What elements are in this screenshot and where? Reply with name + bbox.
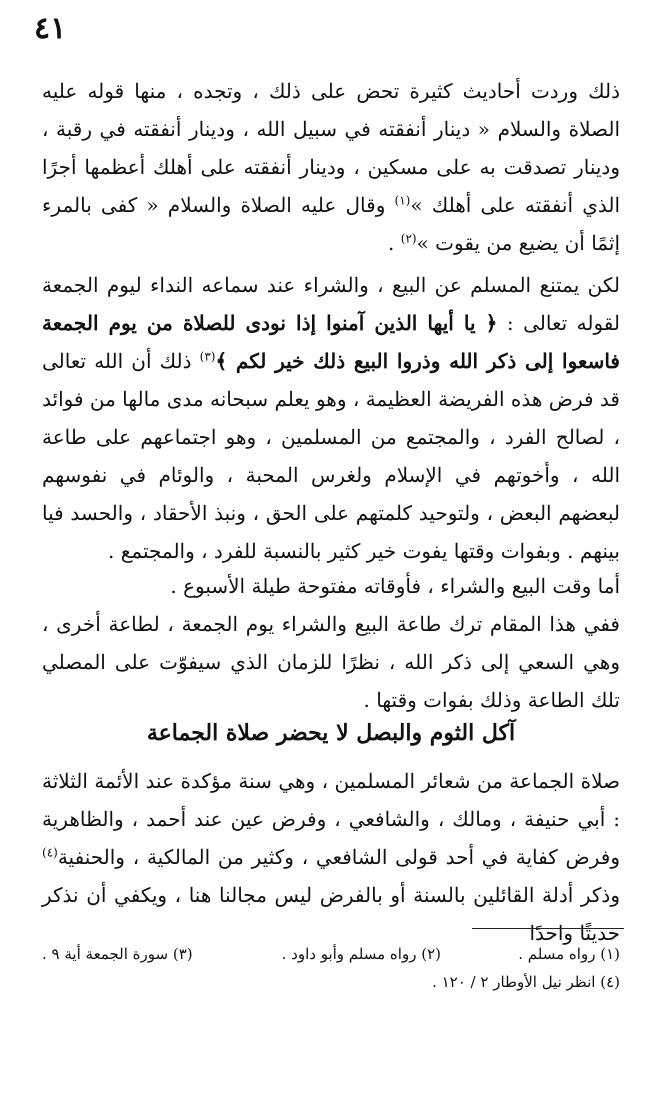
footnote-2: (٢) رواه مسلم وأبو داود . (281, 945, 441, 963)
paragraph-trade-time (42, 567, 620, 605)
quran-verse: ﴿ يا أيها الذين آمنوا إذا نودى للصلاة من يوم الجمعة فاسعوا إلى ذكر الله وذروا البيع ذلك خير لكم ﴾ (42, 311, 620, 373)
footnote-4: (٤) انظر نيل الأوطار ٢ / ١٢٠ . (432, 973, 620, 991)
paragraph-text: وقال عليه الصلاة والسلام « كفى بالمرء إثمًا أن يضيع من يقوت » (42, 193, 620, 255)
paragraph-text: ذلك أن الله تعالى قد فرض هذه الفريضة العظيمة ، وهو يعلم سبحانه مدى مالها من فوائد ، لصالح الفرد ، والمجتمع من المسلمين ، وهو اجتماعهم على طاعة الله ، وأخوتهم في الإسلام ولغرس المحبة ، والوئام في نفوسهم لبعضهم البعض ، ولتوحيد كلمتهم على الحق ، ونبذ الأحقاد ، والحسد فيا بينهم . وبفوات وقتها يفوت خير كثير بالنسبة للفرد ، والمجتمع . (42, 349, 620, 563)
paragraph-text: . (388, 231, 401, 255)
footnote-divider (472, 928, 624, 929)
paragraph-charity-hadith (42, 72, 620, 262)
footnote-row (42, 940, 620, 968)
paragraph-text: صلاة الجماعة من شعائر المسلمين ، وهي سنة مؤكدة عند الأئمة الثلاثة : أبي حنيفة ، ومالك ، والشافعي ، وفرض عين عند أحمد ، والظاهرية وفرض كفاية في أحد قولى الشافعي ، وكثير من المالكية ، والحنفية (42, 769, 621, 869)
footnote-ref-3: (٣) (199, 349, 216, 364)
paragraph-obedience (42, 605, 620, 719)
paragraph-text: وذكر أدلة القائلين بالسنة أو بالفرض ليس مجالنا هنا ، ويكفي أن نذكر حديثًا واحدًا (42, 883, 620, 945)
footnotes (42, 940, 620, 996)
footnote-ref-4: (٤) (42, 845, 58, 860)
footnote-1: (١) رواه مسلم . (518, 945, 620, 963)
paragraph-text: لكن يمتنع المسلم عن البيع ، والشراء عند سماعه النداء ليوم الجمعة لقوله تعالى : (42, 273, 620, 335)
section-heading: آكل الثوم والبصل لا يحضر صلاة الجماعة (146, 720, 516, 746)
paragraph-text: ففي هذا المقام ترك طاعة البيع والشراء يوم الجمعة ، لطاعة أخرى ، وهي السعي إلى ذكر الله ، نظرًا للزمان الذي سيفوّت على المصلي تلك الطاعة وذلك بفوات وقتها . (42, 612, 620, 712)
footnote-ref-1: (١) (394, 193, 411, 208)
page-number: ٤١ (34, 11, 67, 46)
paragraph-friday-trade (42, 266, 620, 570)
footnote-3: (٣) سورة الجمعة أية ٩ . (42, 945, 193, 963)
paragraph-text: ذلك وردت أحاديث كثيرة تحض على ذلك ، وتجده ، منها قوله عليه الصلاة والسلام « دينار أنفقته في سبيل الله ، ودينار أنفقته في رقبة ، ودينار تصدقت به على مسكين ، ودينار أنفقته على أهلك أعظمها أجرًا الذي أنفقته على أهلك » (42, 79, 620, 217)
paragraph-text: أما وقت البيع والشراء ، فأوقاته مفتوحة طيلة الأسبوع . (170, 574, 620, 598)
footnote-ref-2: (٢) (400, 231, 417, 246)
paragraph-congregation (42, 762, 620, 952)
